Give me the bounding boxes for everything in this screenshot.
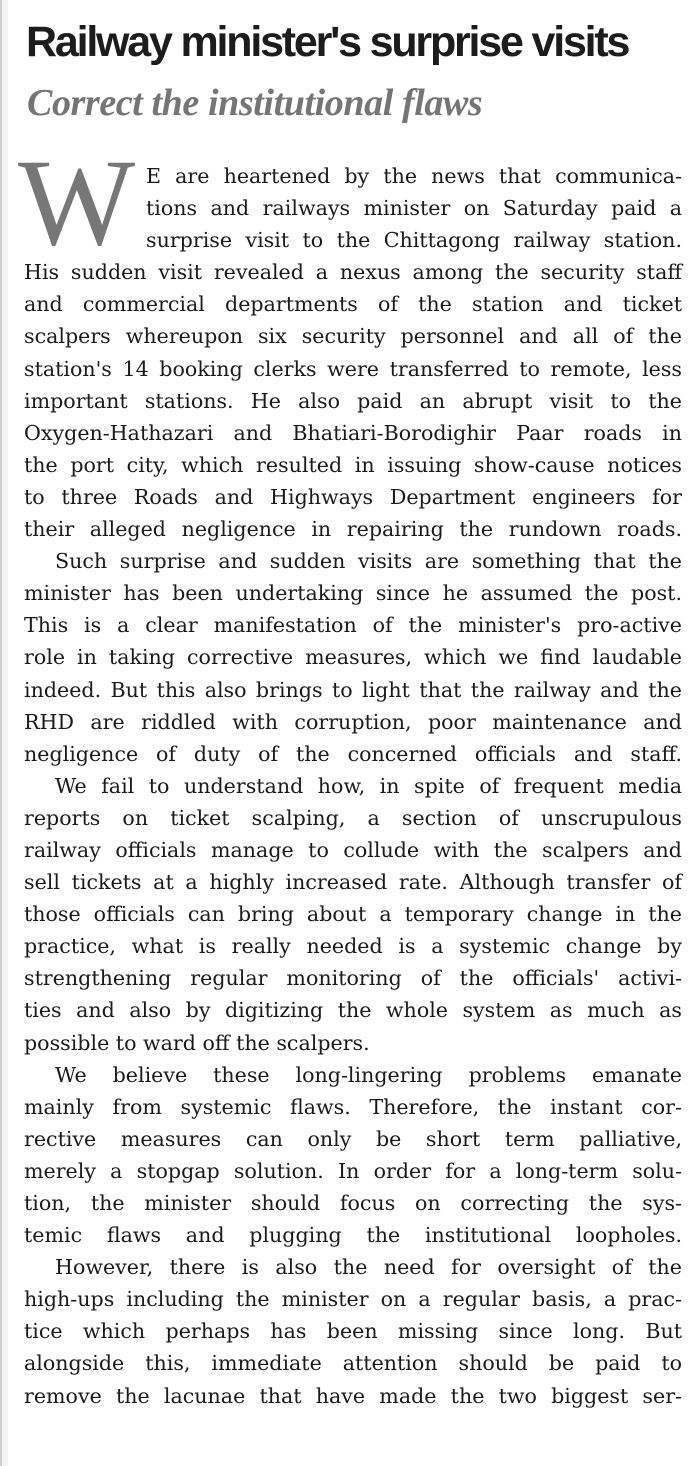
body-line: We fail to understand how, in spite of frequent media — [55, 773, 682, 798]
body-line: However, there is also the need for oversight of the — [55, 1255, 682, 1280]
body-line: sell tickets at a highly increased rate. Although transfer of — [24, 870, 682, 895]
body-line: scalpers whereupon six security personnel and all of the — [24, 324, 682, 349]
column-rule — [0, 0, 8, 1466]
body-line: the port city, which resulted in issuing show-cause notices — [24, 452, 682, 477]
body-line: We believe these long-lingering problems emanate — [55, 1062, 682, 1087]
body-line: merely a stopgap solution. In order for a long-term solu- — [24, 1158, 682, 1183]
body-line: RHD are riddled with corruption, poor maintenance and — [24, 709, 682, 734]
body-line: those officials can bring about a temporary change in the — [24, 902, 682, 927]
body-line: minister has been undertaking since he assumed the post. — [24, 581, 682, 606]
headline: Railway minister's surprise visits — [26, 18, 629, 66]
body-line: surprise visit to the Chittagong railway station. — [146, 228, 682, 253]
paragraph-1 — [18, 134, 682, 545]
body-line: their alleged negligence in repairing the rundown roads. — [24, 517, 682, 542]
paragraph-5 — [24, 1251, 682, 1411]
paragraph-3 — [24, 770, 682, 1059]
body-line: strengthening regular monitoring of the officials' activi- — [24, 966, 682, 991]
drop-cap: W — [18, 134, 132, 271]
body-line: Such surprise and sudden visits are something that the — [55, 549, 682, 574]
body-line: role in taking corrective measures, which we find laudable — [24, 645, 682, 670]
body-line: reports on ticket scalping, a section of unscrupulous — [24, 805, 682, 830]
body-line: high-ups including the minister on a regular basis, a prac- — [24, 1287, 682, 1312]
body-line: alongside this, immediate attention should be paid to — [24, 1351, 682, 1376]
body-line: This is a clear manifestation of the minister's pro-active — [24, 613, 682, 638]
body-line: and commercial departments of the station and ticket — [24, 292, 682, 317]
body-line: ties and also by digitizing the whole system as much as — [24, 998, 682, 1023]
body-line: E are heartened by the news that communica- — [146, 164, 682, 188]
body-line: mainly from systemic flaws. Therefore, the instant cor- — [24, 1094, 682, 1119]
paragraph-2 — [24, 545, 682, 770]
body-line: tion, the minister should focus on correcting the sys- — [24, 1191, 682, 1215]
paragraph-4 — [24, 1059, 682, 1252]
body-line: temic flaws and plugging the institutional loopholes. — [24, 1223, 682, 1248]
body-line: important stations. He also paid an abrupt visit to the — [24, 388, 682, 413]
body-line: railway officials manage to collude with the scalpers and — [24, 837, 682, 862]
body-line: tions and railways minister on Saturday paid a — [146, 196, 682, 221]
body-line: tice which perhaps has been missing since long. But — [24, 1319, 682, 1344]
body-line: indeed. But this also brings to light that the railway and the — [24, 677, 682, 702]
body-line: negligence of duty of the concerned officials and staff. — [24, 741, 682, 766]
body-line: to three Roads and Highways Department engineers for — [24, 484, 682, 509]
article-body — [18, 134, 682, 1412]
body-line: Oxygen-Hathazari and Bhatiari-Borodighir Paar roads in — [24, 420, 682, 445]
body-line: rective measures can only be short term palliative, — [24, 1126, 682, 1151]
body-line: practice, what is really needed is a systemic change by — [24, 934, 682, 959]
body-line: His sudden visit revealed a nexus among the security staff — [24, 260, 682, 285]
body-line: remove the lacunae that have made the two biggest ser- — [24, 1383, 682, 1408]
subheadline: Correct the institutional flaws — [27, 82, 483, 124]
body-line: station's 14 booking clerks were transferred to remote, less — [24, 356, 682, 381]
body-line: possible to ward off the scalpers. — [24, 1030, 370, 1055]
